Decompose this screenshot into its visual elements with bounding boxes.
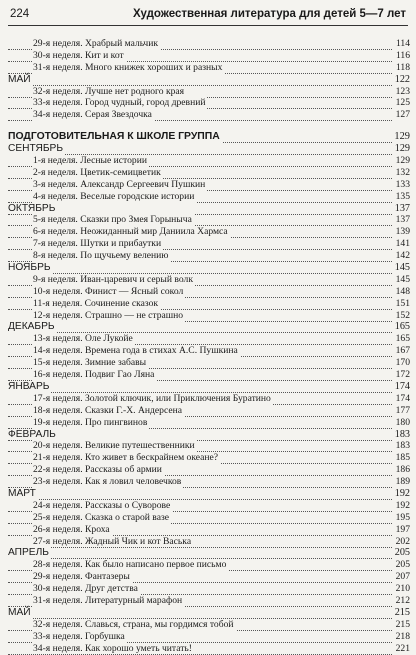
toc-entry-page: 129 <box>394 143 410 155</box>
toc-entry <box>8 643 410 655</box>
toc-entry-page: 210 <box>395 583 410 595</box>
toc-entry <box>8 226 410 238</box>
toc-entry-page: 174 <box>394 380 410 392</box>
toc-entry-page: 145 <box>395 273 410 285</box>
toc-entry <box>8 524 410 536</box>
toc-entry <box>8 345 410 357</box>
toc-entry <box>8 405 410 417</box>
toc-entry-page: 205 <box>394 547 410 559</box>
dot-leader <box>8 263 392 274</box>
toc-entry <box>8 476 410 488</box>
toc-entry-title: 27-я неделя. Жадный Чик и кот Васька <box>33 535 192 547</box>
dot-leader <box>8 548 392 559</box>
toc-entry <box>8 179 410 191</box>
toc-entry-title: 25-я неделя. Сказка о старой вазе <box>33 511 169 523</box>
dot-leader <box>8 144 392 155</box>
toc-entry <box>8 62 410 74</box>
toc-entry <box>8 274 410 286</box>
toc-entry-page: 185 <box>395 452 410 464</box>
toc-entry <box>8 595 410 607</box>
toc-entry-page: 141 <box>395 238 410 250</box>
toc-entry-page: 218 <box>395 630 410 642</box>
dot-leader <box>8 75 392 86</box>
toc-entry-title: 33-я неделя. Город чудный, город древний <box>33 97 206 109</box>
toc-entry <box>8 214 410 226</box>
toc-entry-title: 31-я неделя. Много книжек хороших и разных <box>33 61 223 73</box>
toc-entry <box>8 631 410 643</box>
toc-month-heading <box>8 607 410 619</box>
toc-entry-page: 212 <box>395 594 410 606</box>
toc-entry-page: 202 <box>395 535 410 547</box>
toc-entry-title: 13-я неделя. Оле Лукойе <box>33 333 133 345</box>
toc-entry <box>8 393 410 405</box>
toc-entry-page: 132 <box>395 166 410 178</box>
toc-entry <box>8 500 410 512</box>
toc-month-heading <box>8 262 410 274</box>
toc-entry-title: 4-я неделя. Веселые городские истории <box>33 190 195 202</box>
toc-entry-page: 183 <box>395 440 410 452</box>
toc-entry-page: 152 <box>395 309 410 321</box>
toc-entry <box>8 38 410 50</box>
toc-entry-page: 142 <box>395 250 410 262</box>
toc-entry <box>8 571 410 583</box>
dot-leader <box>8 382 392 393</box>
toc-entry-page: 183 <box>394 428 410 440</box>
toc-entry <box>8 238 410 250</box>
toc-entry-page: 165 <box>394 321 410 333</box>
toc-entry-title: 28-я неделя. Как было написано первое письмо <box>33 559 227 571</box>
toc-entry <box>8 619 410 631</box>
toc-entry-page: 133 <box>395 178 410 190</box>
toc-entry-page: 189 <box>395 476 410 488</box>
toc-entry-page: 207 <box>395 571 410 583</box>
toc-entry <box>8 191 410 203</box>
toc-entry-page: 137 <box>395 214 410 226</box>
toc-entry-page: 125 <box>395 97 410 109</box>
toc-entry-title: 21-я неделя. Кто живет в бескрайнем океане? <box>33 452 219 464</box>
toc-entry-title: 5-я неделя. Сказки про Змея Горыныча <box>33 214 192 226</box>
toc-entry-title: 14-я неделя. Времена года в стихах А.С. Пушкина <box>33 345 238 357</box>
page-number: 224 <box>10 8 30 20</box>
toc-entry <box>8 512 410 524</box>
toc-entry-title: 34-я неделя. Серая Звездочка <box>33 109 152 121</box>
toc-entry-title: 18-я неделя. Сказки Г.-Х. Андерсена <box>33 404 182 416</box>
toc-entry-page: 151 <box>395 297 410 309</box>
dot-leader <box>8 204 392 215</box>
toc-entry-title: СЕНТЯБРЬ <box>8 143 64 155</box>
toc-entry-page: 116 <box>395 49 410 61</box>
toc-entry <box>8 109 410 121</box>
toc-entry-page: 192 <box>395 499 410 511</box>
toc-entry <box>8 440 410 452</box>
toc-entry <box>8 583 410 595</box>
toc-entry <box>8 357 410 369</box>
toc-entry-page: 135 <box>395 190 410 202</box>
toc-entry-title: 6-я неделя. Неожиданный мир Даниила Хармса <box>33 226 228 238</box>
toc-entry-page: 172 <box>395 369 410 381</box>
toc-entry-title: 19-я неделя. Про пингвинов <box>33 416 148 428</box>
toc-entry-title: ЯНВАРЬ <box>8 380 50 392</box>
toc-entry-title: 30-я неделя. Друг детства <box>33 583 138 595</box>
toc-entry-title: НОЯБРЬ <box>8 262 51 274</box>
toc-entry <box>8 464 410 476</box>
toc-month-heading <box>8 488 410 500</box>
toc-entry-page: 215 <box>395 618 410 630</box>
toc-entry <box>8 310 410 322</box>
toc-entry-title: 24-я неделя. Рассказы о Суворове <box>33 499 171 511</box>
toc-entry-page: 122 <box>394 73 410 85</box>
toc-entry-title: МАРТ <box>8 487 36 499</box>
toc-entry-page: 221 <box>395 642 410 654</box>
toc-entry-page: 180 <box>395 416 410 428</box>
toc-entry-title: 11-я неделя. Сочинение сказок <box>33 297 159 309</box>
toc-entry-title: ДЕКАБРЬ <box>8 321 55 333</box>
toc-entry <box>8 369 410 381</box>
toc-entry-title: 20-я неделя. Великие путешественники <box>33 440 195 452</box>
toc-entry <box>8 559 410 571</box>
toc-entry-page: 145 <box>394 262 410 274</box>
toc-entry <box>8 452 410 464</box>
toc-entry-title: 32-я неделя. Славься, страна, мы гордимся тобой <box>33 618 234 630</box>
toc-month-heading <box>8 547 410 559</box>
dot-leader <box>8 489 392 500</box>
toc-entry-title: МАЙ <box>8 73 31 85</box>
toc-entry-page: 129 <box>395 155 410 167</box>
section-gap <box>8 121 410 131</box>
toc-entry-page: 195 <box>395 511 410 523</box>
toc-month-heading <box>8 429 410 441</box>
toc-entry <box>8 50 410 62</box>
toc-entry-title: 30-я неделя. Кит и кот <box>33 49 124 61</box>
toc-entry <box>8 167 410 179</box>
toc-entry-title: 33-я неделя. Горбушка <box>33 630 125 642</box>
table-of-contents <box>8 38 410 654</box>
toc-entry <box>8 286 410 298</box>
toc-entry <box>8 97 410 109</box>
running-title: Художественная литература для детей 5—7 лет <box>132 8 406 20</box>
toc-entry-page: 123 <box>395 85 410 97</box>
toc-entry-title: 31-я неделя. Литературный марафон <box>33 594 183 606</box>
toc-entry <box>8 298 410 310</box>
toc-month-heading <box>8 321 410 333</box>
toc-entry-page: 174 <box>395 392 410 404</box>
toc-entry-title: МАЙ <box>8 606 31 618</box>
toc-entry-title: 17-я неделя. Золотой ключик, или Приключения Буратино <box>33 392 271 404</box>
toc-entry-page: 205 <box>395 559 410 571</box>
toc-entry-page: 139 <box>395 226 410 238</box>
toc-entry-page: 197 <box>395 523 410 535</box>
toc-entry-page: 186 <box>395 464 410 476</box>
toc-entry-title: 8-я неделя. По щучьему велению <box>33 250 169 262</box>
toc-entry-title: 34-я неделя. Как хорошо уметь читать! <box>33 642 193 654</box>
toc-entry-title: ОКТЯБРЬ <box>8 202 56 214</box>
toc-entry-title: ПОДГОТОВИТЕЛЬНАЯ К ШКОЛЕ ГРУППА <box>8 131 220 143</box>
toc-entry-page: 170 <box>395 357 410 369</box>
toc-entry-title: 15-я неделя. Зимние забавы <box>33 357 147 369</box>
toc-entry-title: 23-я неделя. Как я ловил человечков <box>33 476 182 488</box>
toc-entry-title: 32-я неделя. Лучше нет родного края <box>33 85 185 97</box>
page-header <box>8 5 408 26</box>
toc-entry-page: 114 <box>395 38 410 49</box>
toc-entry <box>8 86 410 98</box>
toc-entry-page: 215 <box>394 606 410 618</box>
toc-entry <box>8 333 410 345</box>
toc-entry-title: 16-я неделя. Подвиг Гао Ляна <box>33 369 155 381</box>
toc-month-heading <box>8 143 410 155</box>
toc-entry-page: 165 <box>395 333 410 345</box>
toc-entry <box>8 250 410 262</box>
toc-entry-page: 127 <box>395 109 410 121</box>
toc-month-heading <box>8 381 410 393</box>
toc-month-heading <box>8 74 410 86</box>
toc-entry-title: 29-я неделя. Храбрый мальчик <box>33 38 159 49</box>
toc-entry-title: 7-я неделя. Шутки и прибаутки <box>33 238 162 250</box>
toc-entry <box>8 536 410 548</box>
toc-entry-title: 3-я неделя. Александр Сергеевич Пушкин <box>33 178 206 190</box>
toc-entry-page: 137 <box>394 202 410 214</box>
toc-entry <box>8 155 410 167</box>
dot-leader <box>8 430 392 441</box>
toc-entry-title: АПРЕЛЬ <box>8 547 49 559</box>
toc-entry-title: 10-я неделя. Финист — Ясный сокол <box>33 285 184 297</box>
toc-entry-page: 118 <box>395 61 410 73</box>
toc-entry-title: 29-я неделя. Фантазеры <box>33 571 130 583</box>
toc-entry-page: 129 <box>394 131 410 143</box>
toc-entry-title: 12-я неделя. Страшно — не страшно <box>33 309 184 321</box>
toc-entry-title: 26-я неделя. Кроха <box>33 523 110 535</box>
toc-entry <box>8 417 410 429</box>
toc-entry-page: 167 <box>395 345 410 357</box>
dot-leader <box>8 608 392 619</box>
toc-entry-title: ФЕВРАЛЬ <box>8 428 56 440</box>
toc-entry-page: 148 <box>395 285 410 297</box>
toc-month-heading <box>8 203 410 215</box>
toc-entry-title: 9-я неделя. Иван-царевич и серый волк <box>33 273 193 285</box>
toc-entry-page: 192 <box>394 487 410 499</box>
toc-entry-page: 177 <box>395 404 410 416</box>
toc-section-heading <box>8 131 410 143</box>
toc-entry-title: 2-я неделя. Цветик-семицветик <box>33 166 161 178</box>
toc-entry-title: 22-я неделя. Рассказы об армии <box>33 464 162 476</box>
toc-entry-title: 1-я неделя. Лесные истории <box>33 155 147 167</box>
dot-leader <box>8 322 392 333</box>
